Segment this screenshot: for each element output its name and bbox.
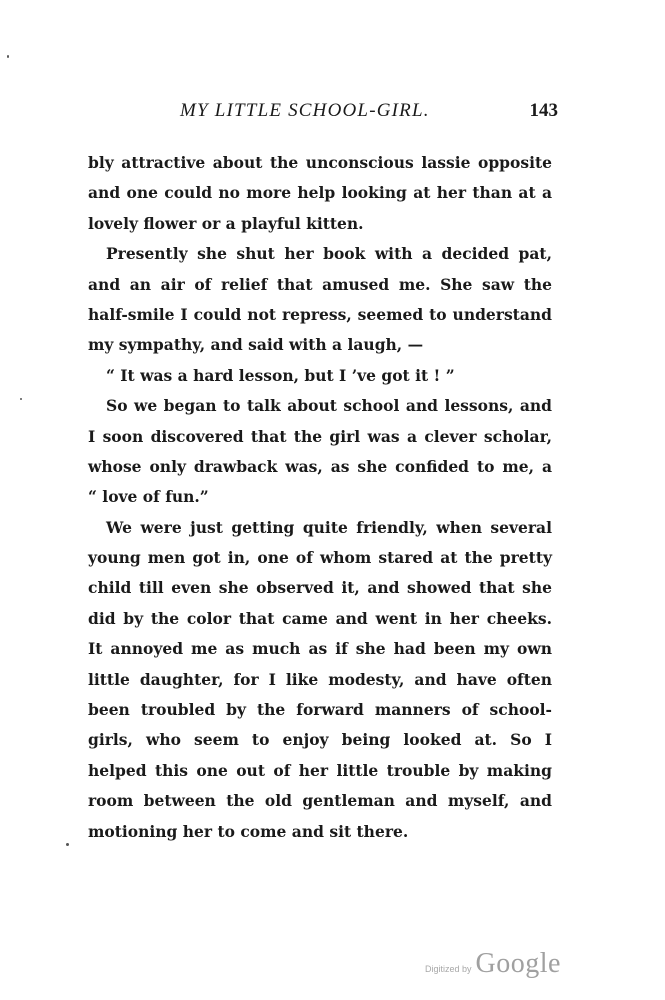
google-logo: Google <box>475 948 561 979</box>
text-line: It annoyed me as much as if she had been my own <box>88 639 552 659</box>
watermark-prefix: Digitized by <box>425 964 472 974</box>
text-line: young men got in, one of whom stared at the pretty <box>88 548 552 568</box>
digitized-watermark <box>425 948 561 980</box>
text-line: did by the color that came and went in her cheeks. <box>88 608 552 628</box>
text-line: helped this one out of her little trouble by making <box>88 760 552 780</box>
text-line: girls, who seem to enjoy being looked at. So I <box>88 730 552 750</box>
text-line: been troubled by the forward manners of school- <box>88 700 552 720</box>
text-line: whose only drawback was, as she confided to me, a <box>88 456 552 476</box>
text-line: child till even she observed it, and showed that she <box>88 578 552 598</box>
text-line: my sympathy, and said with a laugh, — <box>88 335 424 355</box>
text-line: little daughter, for I like modesty, and have often <box>88 669 552 689</box>
body-text <box>88 148 552 847</box>
page-header <box>88 100 558 130</box>
text-line: half-smile I could not repress, seemed to understand <box>88 304 552 324</box>
text-line: “ It was a hard lesson, but I ’ve got it ! ” <box>106 365 455 385</box>
text-line: Presently she shut her book with a decided pat, <box>106 244 552 264</box>
text-line: I soon discovered that the girl was a clever scholar, <box>88 426 552 446</box>
text-line: motioning her to come and sit there. <box>88 821 409 841</box>
text-line: We were just getting quite friendly, when several <box>106 517 552 537</box>
scan-speck <box>20 398 22 400</box>
page-number: 143 <box>529 100 558 121</box>
running-title: MY LITTLE SCHOOL-GIRL. <box>180 100 430 121</box>
text-line: So we began to talk about school and lessons, and <box>106 396 552 416</box>
text-line: “ love of fun.” <box>88 487 209 507</box>
text-line: bly attractive about the unconscious lassie opposite <box>88 153 552 172</box>
scan-speck <box>7 55 9 58</box>
text-line: and an air of relief that amused me. She saw the <box>88 274 552 294</box>
text-line: and one could no more help looking at her than at a <box>88 183 552 203</box>
scan-speck <box>66 843 69 846</box>
text-line: lovely flower or a playful kitten. <box>88 213 364 233</box>
text-line: room between the old gentleman and myself, and <box>88 791 552 811</box>
